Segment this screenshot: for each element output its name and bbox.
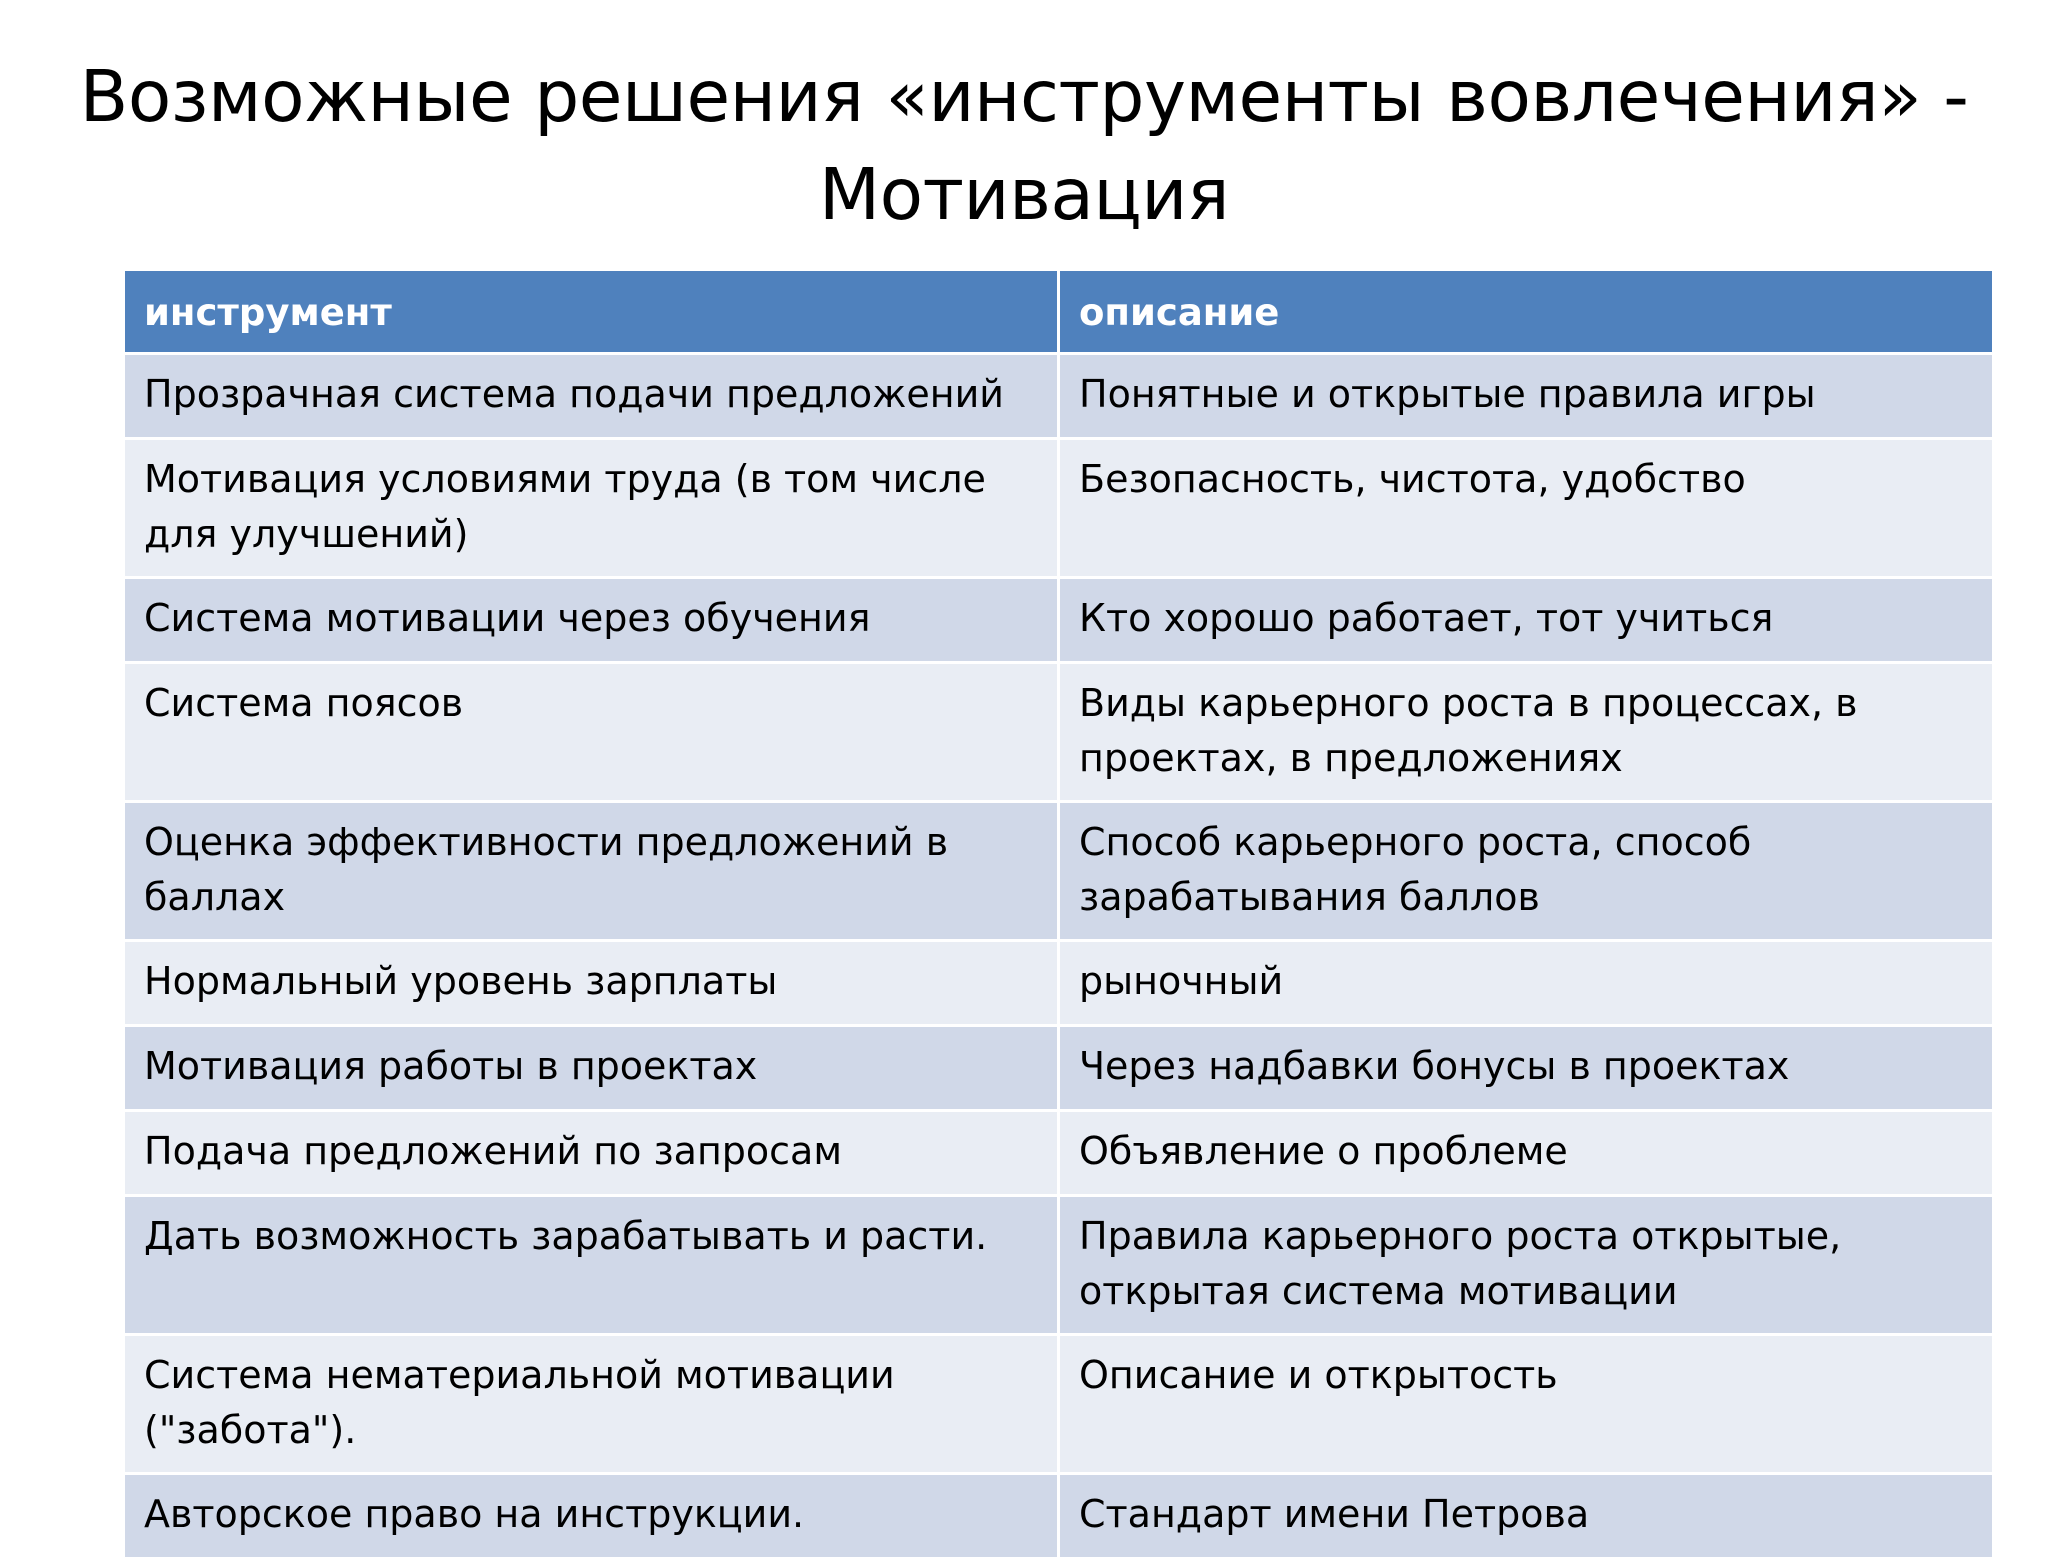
motivation-tools-table-wrapper [122,268,1992,1560]
table-row [124,1026,1994,1111]
table-row [124,354,1994,439]
table-row [124,1196,1994,1335]
description-cell: Стандарт имени Петрова [1059,1474,1994,1559]
tool-cell: Подача предложений по запросам [124,1111,1059,1196]
description-cell: Объявление о проблеме [1059,1111,1994,1196]
table-header-row [124,270,1994,354]
motivation-tools-table [122,268,1995,1560]
table-row [124,578,1994,663]
tool-cell: Система мотивации через обучения [124,578,1059,663]
tool-cell: Оценка эффективности предложений в баллах [124,802,1059,941]
table-row [124,439,1994,578]
description-cell: Кто хорошо работает, тот учиться [1059,578,1994,663]
description-cell: рыночный [1059,941,1994,1026]
description-cell: Описание и открытость [1059,1335,1994,1474]
description-cell: Через надбавки бонусы в проектах [1059,1026,1994,1111]
table-row [124,1474,1994,1559]
table-row [124,1111,1994,1196]
tool-cell: Авторское право на инструкции. [124,1474,1059,1559]
tool-cell: Система нематериальной мотивации ("забота"). [124,1335,1059,1474]
table-row [124,663,1994,802]
tool-cell: Система поясов [124,663,1059,802]
tool-cell: Прозрачная система подачи предложений [124,354,1059,439]
tool-cell: Дать возможность зарабатывать и расти. [124,1196,1059,1335]
tool-cell: Нормальный уровень зарплаты [124,941,1059,1026]
table-row [124,802,1994,941]
table-row [124,1335,1994,1474]
description-cell: Виды карьерного роста в процессах, в проектах, в предложениях [1059,663,1994,802]
description-cell: Способ карьерного роста, способ зарабатывания баллов [1059,802,1994,941]
slide-title-line-1: Возможные решения «инструменты вовлечения» - [79,55,1969,138]
slide-title [0,48,2048,244]
tool-cell: Мотивация работы в проектах [124,1026,1059,1111]
tool-cell: Мотивация условиями труда (в том числе для улучшений) [124,439,1059,578]
slide-title-line-2: Мотивация [818,153,1230,236]
description-cell: Правила карьерного роста открытые, открытая система мотивации [1059,1196,1994,1335]
column-header-tool: инструмент [124,270,1059,354]
table-row [124,941,1994,1026]
column-header-description: описание [1059,270,1994,354]
description-cell: Безопасность, чистота, удобство [1059,439,1994,578]
description-cell: Понятные и открытые правила игры [1059,354,1994,439]
